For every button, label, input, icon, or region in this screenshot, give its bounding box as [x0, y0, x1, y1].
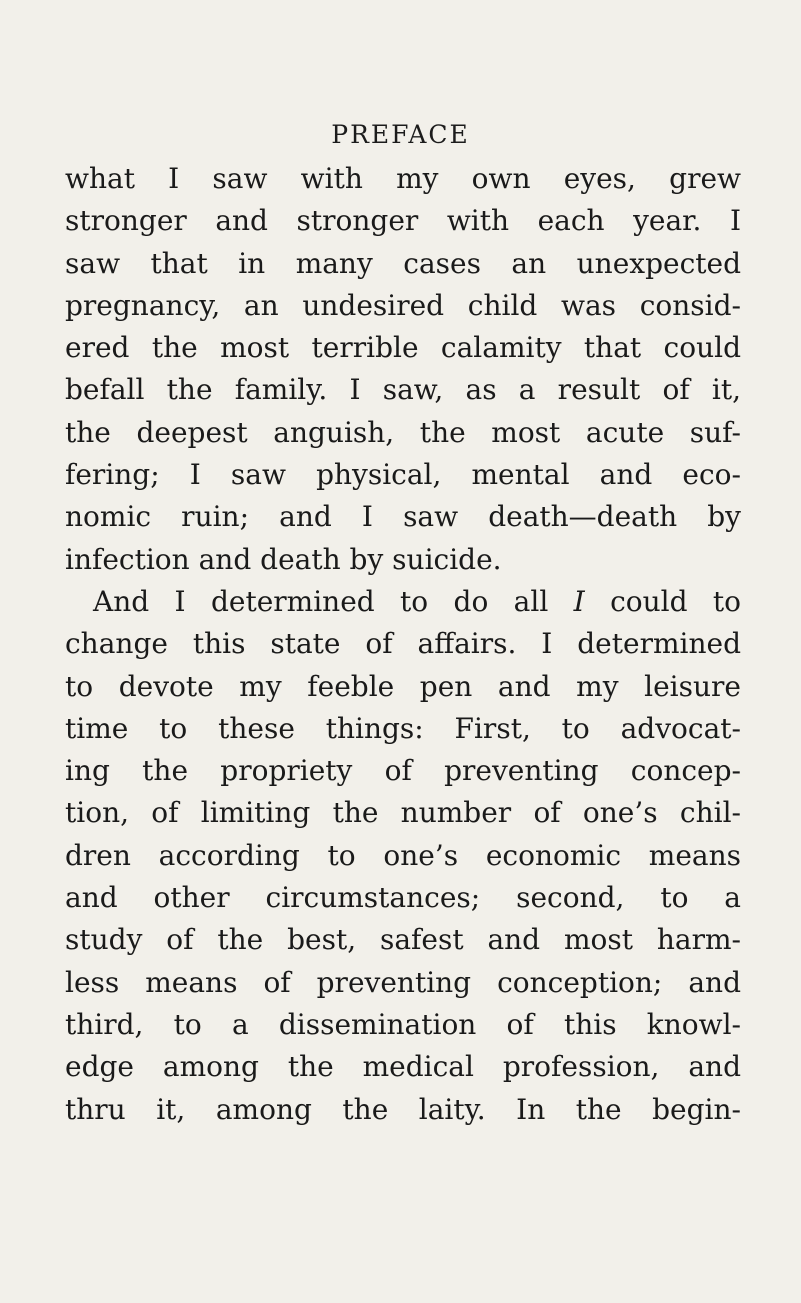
text-line paragraph-start: And I determined to do all I could to: [93, 584, 741, 618]
text-line: befall the family. I saw, as a result of it,: [65, 373, 741, 407]
text-line: ing the propriety of preventing concep-: [65, 754, 741, 788]
text-line: nomic ruin; and I saw death—death by: [65, 500, 741, 534]
text-line paragraph-end: infection and death by suicide.: [65, 542, 502, 576]
text-line: time to these things: First, to advocat-: [65, 711, 741, 745]
text-line: change this state of affairs. I determined: [65, 627, 741, 661]
text-line: what I saw with my own eyes, grew: [65, 162, 741, 195]
text-line: pregnancy, an undesired child was consid-: [65, 288, 741, 322]
text-line: thru it, among the laity. In the begin-: [65, 1092, 741, 1126]
emphasis: I: [573, 584, 585, 618]
text-line: third, to a dissemination of this knowl-: [65, 1007, 741, 1041]
text-line: tion, of limiting the number of one’s chil-: [65, 796, 741, 830]
text-line: less means of preventing conception; and: [65, 965, 741, 999]
text-line: study of the best, safest and most harm-: [65, 923, 741, 957]
text-line: and other circumstances; second, to a: [65, 881, 741, 915]
running-head: PREFACE: [331, 120, 470, 149]
text-line: the deepest anguish, the most acute suf-: [65, 415, 741, 449]
text-line: dren according to one’s economic means: [65, 838, 741, 872]
text-line: stronger and stronger with each year. I: [65, 204, 741, 238]
text-line: saw that in many cases an unexpected: [65, 246, 741, 280]
text-line: edge among the medical profession, and: [65, 1050, 741, 1084]
text-line: to devote my feeble pen and my leisure: [65, 669, 741, 703]
text-line: fering; I saw physical, mental and eco-: [65, 458, 741, 492]
body-text: [65, 158, 741, 1131]
text-line: ered the most terrible calamity that could: [65, 331, 741, 365]
